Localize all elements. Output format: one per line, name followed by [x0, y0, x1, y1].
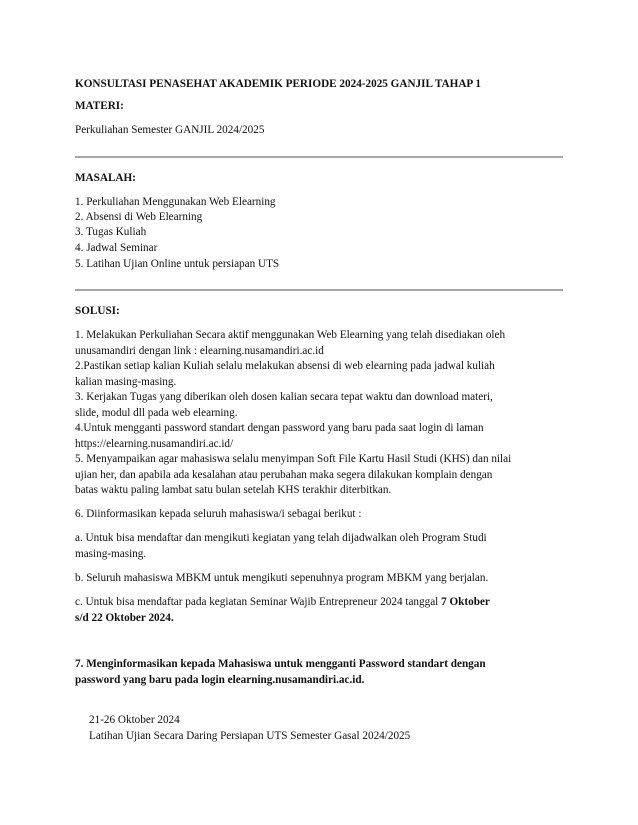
solusi-paragraph-7: 7. Menginformasikan kepada Mahasiswa untuk mengganti Password standart dengan [75, 658, 486, 670]
schedule-description: Latihan Ujian Secara Daring Persiapan UTS Semester Gasal 2024/2025 [89, 730, 411, 742]
solusi-paragraph-1: 1. Melakukan Perkuliahan Secara aktif menggunakan Web Elearning yang telah disediakan oleh [75, 329, 506, 341]
masalah-heading: MASALAH: [75, 172, 136, 184]
solusi-paragraph-5: ujian her, dan apabila ada kesalahan atau perubahan maka segera dilakukan komplain dengan [75, 469, 493, 481]
materi-heading: MATERI: [75, 100, 124, 112]
divider [75, 156, 563, 158]
schedule-date: 21-26 Oktober 2024 [89, 714, 180, 726]
solusi-item-6a: masing-masing. [75, 548, 147, 560]
solusi-item-6c-date-end: s/d 22 Oktober 2024. [75, 612, 174, 624]
masalah-item: 3. Tugas Kuliah [75, 226, 147, 238]
document-title: KONSULTASI PENASEHAT AKADEMIK PERIODE 2024-2025 GANJIL TAHAP 1 [75, 78, 482, 90]
masalah-item: 1. Perkuliahan Menggunakan Web Elearning [75, 196, 276, 208]
solusi-paragraph-1: unusamandiri dengan link : elearning.nusamandiri.ac.id [75, 345, 324, 357]
solusi-item-6c-text: c. Untuk bisa mendaftar pada kegiatan Seminar Wajib Entrepreneur 2024 tanggal [75, 596, 442, 608]
solusi-paragraph-7: password yang baru pada login elearning.nusamandiri.ac.id. [75, 674, 365, 686]
solusi-paragraph-3: slide, modul dll pada web elearning. [75, 407, 238, 419]
materi-text: Perkuliahan Semester GANJIL 2024/2025 [75, 124, 265, 136]
solusi-item-6c-date-start: 7 Oktober [441, 596, 490, 608]
solusi-item-6a: a. Untuk bisa mendaftar dan mengikuti kegiatan yang telah dijadwalkan oleh Program Studi [75, 532, 487, 544]
masalah-item: 5. Latihan Ujian Online untuk persiapan UTS [75, 258, 280, 270]
solusi-paragraph-2: 2.Pastikan setiap kalian Kuliah selalu melakukan absensi di web elearning pada jadwal kuliah [75, 360, 495, 372]
solusi-item-6b: b. Seluruh mahasiswa MBKM untuk mengikuti sepenuhnya program MBKM yang berjalan. [75, 572, 489, 584]
solusi-paragraph-5: 5. Menyampaikan agar mahasiswa selalu menyimpan Soft File Kartu Hasil Studi (KHS) dan nilai [75, 453, 512, 465]
masalah-item: 4. Jadwal Seminar [75, 242, 158, 254]
solusi-item-6c [75, 595, 490, 610]
solusi-paragraph-4: 4.Untuk mengganti password standart dengan password yang baru pada saat login di laman [75, 422, 484, 434]
solusi-paragraph-5: batas waktu paling lambat satu bulan setelah KHS terakhir diterbitkan. [75, 484, 392, 496]
solusi-heading: SOLUSI: [75, 305, 120, 317]
solusi-paragraph-3: 3. Kerjakan Tugas yang diberikan oleh dosen kalian secara tepat waktu dan download materi, [75, 391, 493, 403]
solusi-paragraph-4-link: https://elearning.nusamandiri.ac.id/ [75, 438, 234, 450]
solusi-paragraph-6: 6. Diinformasikan kepada seluruh mahasiswa/i sebagai berikut : [75, 508, 362, 520]
solusi-paragraph-2: kalian masing-masing. [75, 376, 177, 388]
divider [75, 289, 563, 291]
masalah-item: 2. Absensi di Web Elearning [75, 211, 203, 223]
